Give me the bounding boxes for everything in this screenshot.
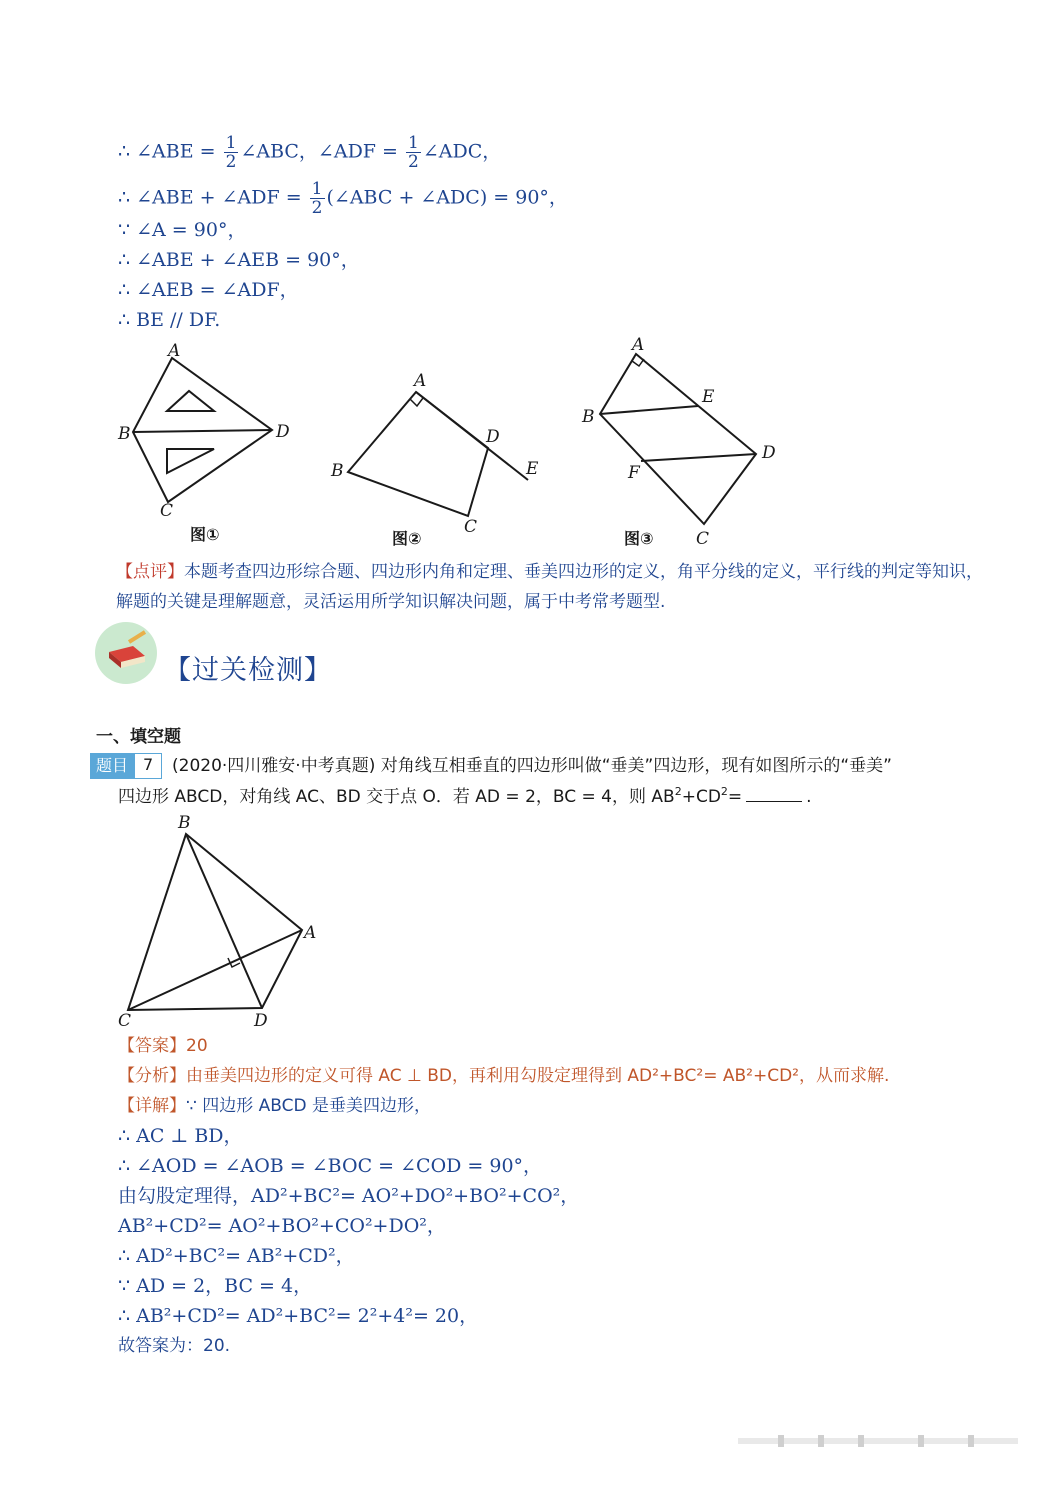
label-D: D	[276, 422, 290, 442]
figure-3	[572, 332, 792, 548]
figure-3-caption: 图③	[624, 529, 654, 548]
analysis-text: 由垂美四边形的定义可得 AC ⊥ BD，再利用勾股定理得到 AD²+BC²= AB²+CD²，从而求解.	[186, 1066, 890, 1086]
proof-line-3: ∵ ∠A = 90°，	[118, 219, 247, 241]
figure-2-caption: 图②	[392, 529, 422, 548]
label-D: D	[486, 427, 500, 447]
label-A: A	[168, 341, 181, 361]
label-A: A	[632, 335, 645, 355]
label-C: C	[464, 517, 478, 537]
answer-value: 20	[186, 1036, 208, 1056]
figure-2	[320, 368, 550, 538]
remark-text: 本题考查四边形综合题、四边形内角和定理、垂美四边形的定义，角平分线的定义，平行线的判定等知识，解题的关键是理解题意，灵活运用所学知识解决问题，属于中考常考题型.	[116, 562, 983, 612]
subsection-title: 一、填空题	[96, 727, 181, 747]
fraction: $\frac{1}{2}$	[225, 133, 237, 172]
detail-line: 故答案为：20.	[118, 1336, 231, 1356]
detail-line: AB²+CD²= AO²+BO²+CO²+DO²，	[118, 1215, 446, 1237]
label-B: B	[178, 813, 191, 833]
detail-line: ∵ AD = 2，BC = 4，	[118, 1275, 313, 1297]
label-C: C	[118, 1011, 132, 1031]
label-F: F	[628, 463, 640, 483]
proof-line-5: ∴ ∠AEB = ∠ADF，	[118, 279, 299, 301]
question-tag	[90, 753, 162, 779]
footer-decoration	[738, 1432, 1028, 1452]
proof-line-4: ∴ ∠ABE + ∠AEB = 90°，	[118, 249, 360, 271]
detail-line: ∴ AC ⊥ BD，	[118, 1125, 243, 1147]
book-pencil-icon	[95, 622, 157, 684]
label-B: B	[118, 424, 131, 444]
question-tag-label: 题目	[90, 753, 134, 779]
answer-blank[interactable]	[746, 783, 802, 802]
detail-line: 由勾股定理得，AD²+BC²= AO²+DO²+BO²+CO²，	[118, 1185, 580, 1207]
analysis-tag: 【分析】	[118, 1066, 186, 1086]
label-E: E	[526, 459, 539, 479]
figure-1	[110, 340, 310, 520]
figure-1-caption: 图①	[190, 525, 220, 544]
label-C: C	[696, 529, 710, 548]
fraction: $\frac{1}{2}$	[311, 179, 323, 218]
detail-line: ∴ ∠AOD = ∠AOB = ∠BOC = ∠COD = 90°，	[118, 1155, 543, 1177]
label-D: D	[762, 443, 776, 463]
question-line-1: (2020·四川雅安·中考真题) 对角线互相垂直的四边形叫做“垂美”四边形，现有如图所示的“垂美”	[172, 756, 892, 776]
remark-tag: 【点评】	[116, 562, 184, 582]
question-line-2: 四边形 ABCD，对角线 AC、BD 交于点 O．若 AD = 2，BC = 4，则 $AB^2+CD^2=$ .	[118, 785, 812, 807]
label-B: B	[582, 407, 595, 427]
detail-first: ∵ 四边形 ABCD 是垂美四边形，	[186, 1096, 431, 1116]
remark-paragraph	[116, 557, 996, 617]
label-A: A	[304, 923, 317, 943]
section-title: 【过关检测】	[164, 655, 332, 686]
detail-line-first	[118, 1094, 431, 1118]
label-A: A	[414, 371, 427, 391]
detail-line: ∴ AB²+CD²= AD²+BC²= 2²+4²= 20，	[118, 1305, 479, 1327]
fraction: $\frac{1}{2}$	[408, 133, 419, 172]
proof-line-1: ∴ ∠ABE = $\frac{1}{2}$ ∠ABC，∠ADF = $\frac{1}{2}$ ∠ADC，	[118, 133, 502, 172]
label-D: D	[254, 1011, 268, 1031]
answer-tag: 【答案】	[118, 1036, 186, 1056]
answer-line	[118, 1034, 208, 1058]
figure-4	[110, 812, 330, 1032]
question-number: 7	[134, 753, 162, 779]
label-C: C	[160, 501, 174, 520]
analysis-line	[118, 1064, 889, 1088]
label-B: B	[331, 461, 344, 481]
proof-line-6: ∴ BE // DF.	[118, 309, 221, 331]
detail-line: ∴ AD²+BC²= AB²+CD²，	[118, 1245, 355, 1267]
proof-line-2: ∴ ∠ABE + ∠ADF = $\frac{1}{2}$ (∠ABC + ∠ADC) = 90°，	[118, 179, 568, 218]
detail-tag: 【详解】	[118, 1096, 186, 1116]
label-E: E	[702, 387, 715, 407]
